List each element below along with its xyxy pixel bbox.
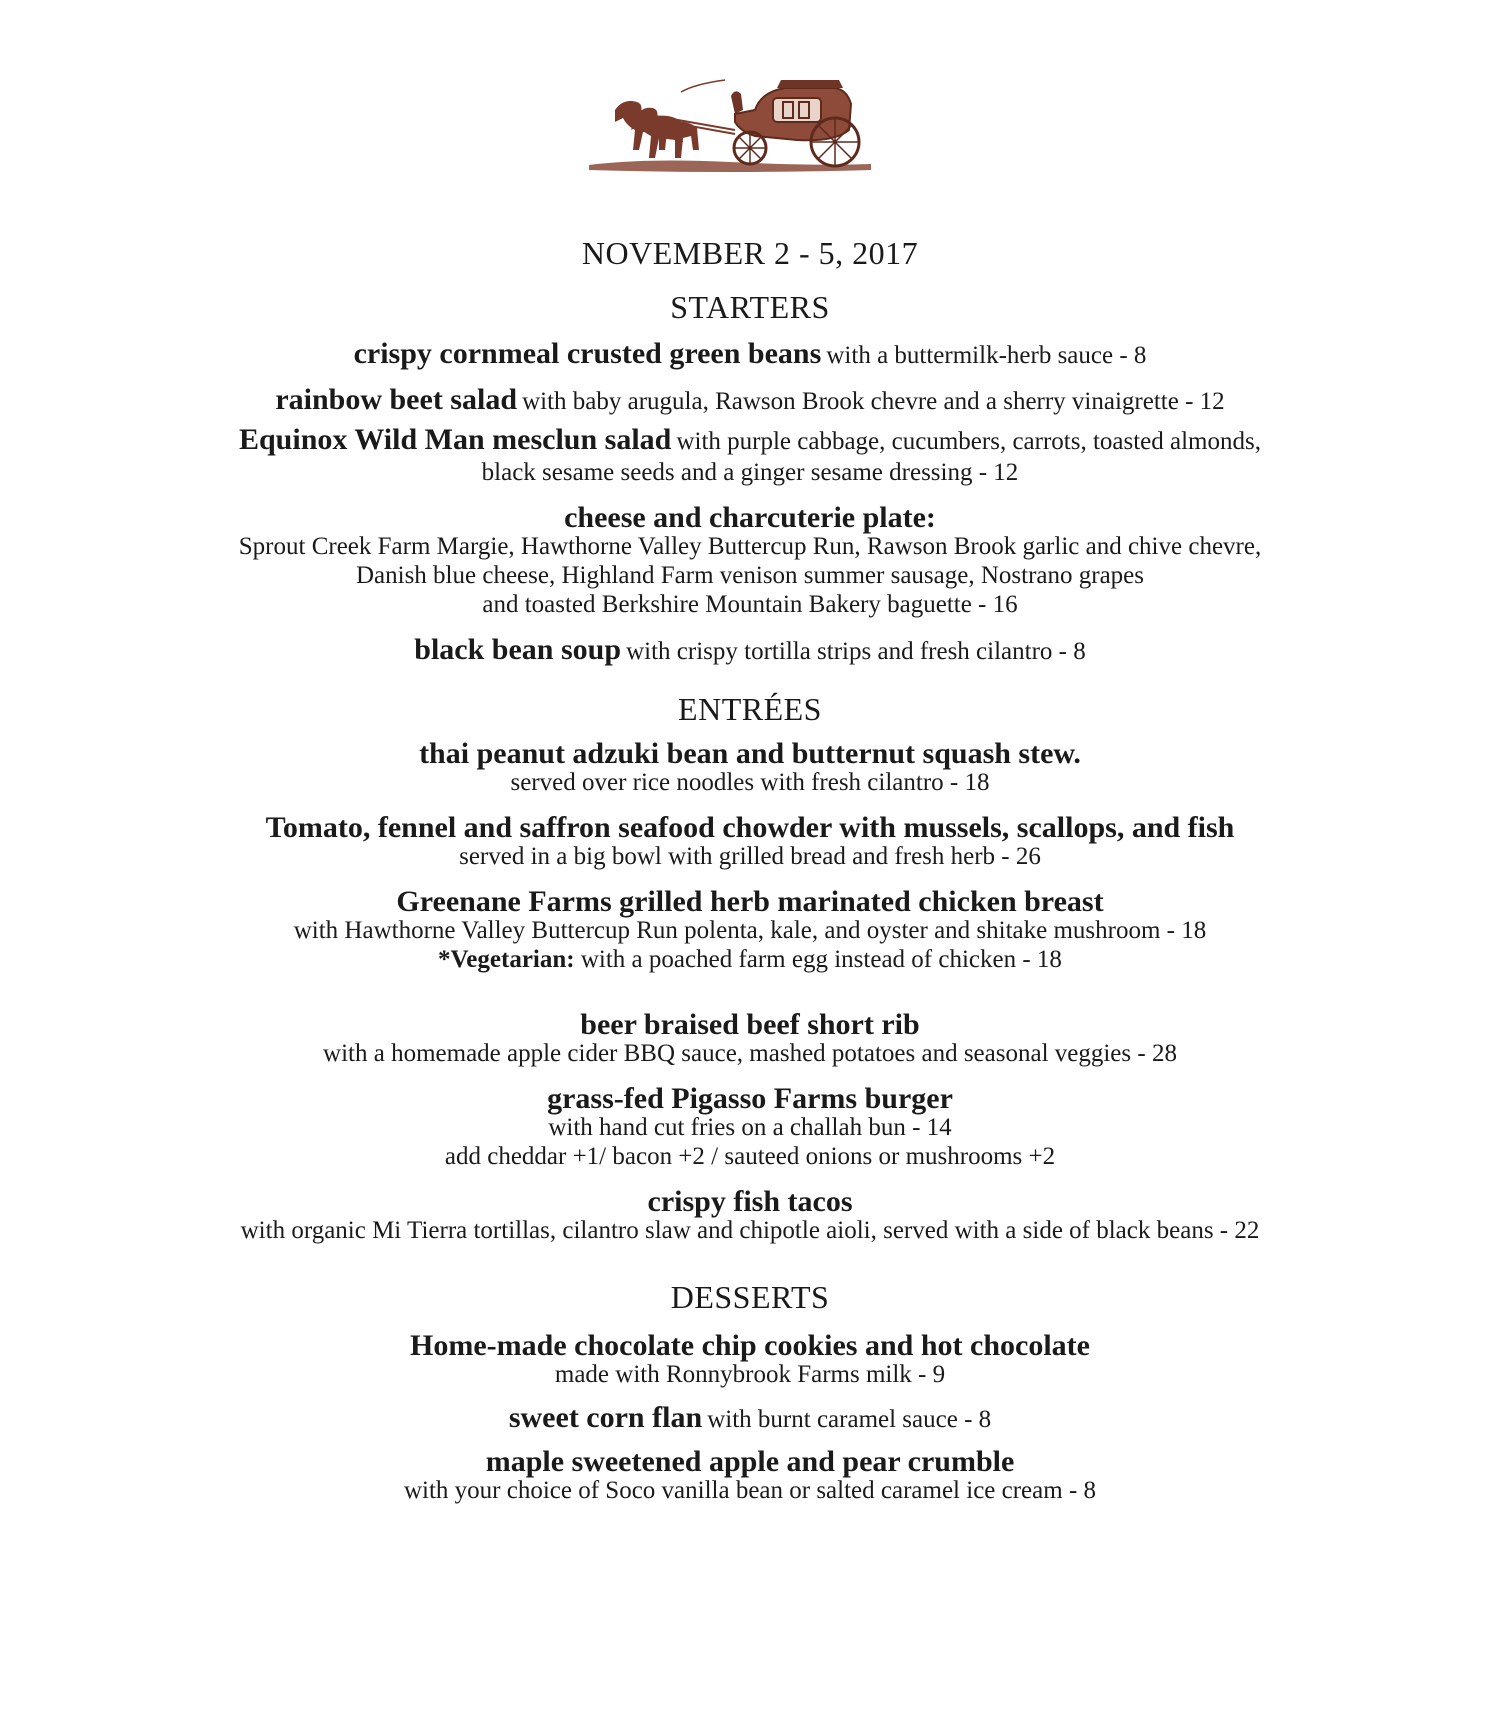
item-name: sweet corn flan <box>508 1401 703 1434</box>
vegetarian-label: *Vegetarian: <box>438 946 575 973</box>
entree-item <box>0 1187 1500 1245</box>
item-desc: with a buttermilk-herb sauce - 8 <box>826 342 1147 369</box>
item-desc: with crispy tortilla strips and fresh cilantro - 8 <box>626 638 1086 665</box>
starter-item <box>0 337 1500 371</box>
dessert-item <box>0 1401 1500 1435</box>
item-name: Greenane Farms grilled herb marinated chicken breast <box>396 885 1104 918</box>
starter-item <box>0 633 1500 667</box>
item-name: cheese and charcuterie plate: <box>564 501 936 534</box>
entree-item <box>0 1084 1500 1171</box>
item-name: grass-fed Pigasso Farms burger <box>547 1082 953 1115</box>
section-title-entrees: ENTRÉES <box>678 691 822 727</box>
item-desc: Danish blue cheese, Highland Farm venison summer sausage, Nostrano grapes <box>355 562 1144 589</box>
entree-item <box>0 813 1500 871</box>
section-title-starters: STARTERS <box>670 289 830 325</box>
item-name: maple sweetened apple and pear crumble <box>485 1445 1015 1478</box>
entree-item <box>0 739 1500 797</box>
item-name: Home-made chocolate chip cookies and hot chocolate <box>410 1329 1090 1362</box>
item-desc: Sprout Creek Farm Margie, Hawthorne Valley Buttercup Run, Rawson Brook garlic and chive chevre, <box>238 533 1262 560</box>
item-desc: served in a big bowl with grilled bread and fresh herb - 26 <box>459 843 1041 870</box>
item-name: thai peanut adzuki bean and butternut squash stew. <box>419 737 1081 770</box>
item-name: crispy fish tacos <box>647 1185 853 1218</box>
item-name: beer braised beef short rib <box>580 1008 920 1041</box>
item-name: Equinox Wild Man mesclun salad <box>238 423 672 456</box>
entree-item <box>0 887 1500 974</box>
item-desc: and toasted Berkshire Mountain Bakery baguette - 16 <box>482 591 1018 618</box>
item-desc: with burnt caramel sauce - 8 <box>707 1406 992 1433</box>
item-desc: black sesame seeds and a ginger sesame dressing - 12 <box>481 459 1019 486</box>
item-name: Tomato, fennel and saffron seafood chowder with mussels, scallops, and fish <box>265 811 1235 844</box>
item-addons: add cheddar +1/ bacon +2 / sauteed onions or mushrooms +2 <box>444 1143 1056 1170</box>
item-name: crispy cornmeal crusted green beans <box>353 337 822 370</box>
item-name: black bean soup <box>414 633 622 666</box>
dessert-item <box>0 1447 1500 1505</box>
item-desc: made with Ronnybrook Farms milk - 9 <box>554 1361 946 1388</box>
starter-item <box>0 425 1500 487</box>
item-name: rainbow beet salad <box>275 383 517 416</box>
item-desc: with a homemade apple cider BBQ sauce, mashed potatoes and seasonal veggies - 28 <box>323 1040 1177 1067</box>
item-note: with a poached farm egg instead of chicken - 18 <box>580 946 1062 973</box>
starter-item <box>0 503 1500 619</box>
item-desc: with organic Mi Tierra tortillas, cilantro slaw and chipotle aioli, served with a side of black beans - 22 <box>240 1217 1260 1244</box>
item-desc: with baby arugula, Rawson Brook chevre and a sherry vinaigrette - 12 <box>522 388 1225 415</box>
starter-item <box>0 383 1500 417</box>
item-desc: with your choice of Soco vanilla bean or salted caramel ice cream - 8 <box>403 1477 1097 1504</box>
dessert-item <box>0 1331 1500 1389</box>
horse-drawn-carriage-icon <box>585 70 875 175</box>
section-title-desserts: DESSERTS <box>670 1279 830 1315</box>
item-desc: with hand cut fries on a challah bun - 14 <box>548 1114 952 1141</box>
item-desc: with purple cabbage, cucumbers, carrots, toasted almonds, <box>676 428 1261 455</box>
entree-item <box>0 1010 1500 1068</box>
menu-date: NOVEMBER 2 - 5, 2017 <box>581 235 919 271</box>
menu <box>0 225 1500 1505</box>
item-desc: served over rice noodles with fresh cilantro - 18 <box>510 769 990 796</box>
item-desc: with Hawthorne Valley Buttercup Run polenta, kale, and oyster and shitake mushroom - 18 <box>293 917 1207 944</box>
